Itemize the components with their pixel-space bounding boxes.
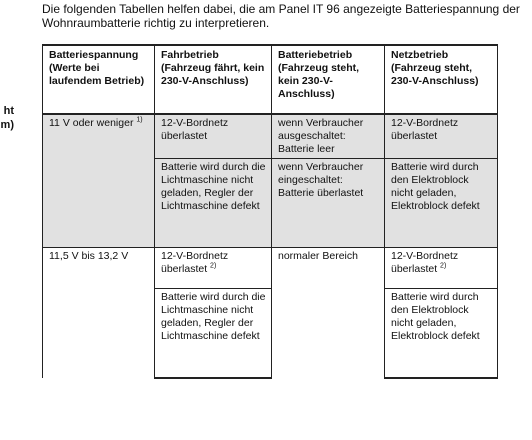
- fahr-cell: 12-V-Bordnetz überlastet: [155, 114, 272, 159]
- fahr-cell: Batterie wird durch die Lichtmaschine nicht geladen, Regler der Lichtmaschine defekt: [155, 289, 272, 379]
- fahr-cell: 12-V-Bordnetz überlastet $^{2)}$: [155, 248, 272, 289]
- netz-cell: 12-V-Bordnetz überlastet $^{2)}$: [385, 248, 498, 289]
- voltage-cell: 11 V oder weniger $^{1)}$: [43, 114, 155, 248]
- margin-fragment: ht m): [0, 105, 14, 131]
- intro-paragraph: Die folgenden Tabellen helfen dabei, die am Panel IT 96 angezeigte Batteriespannung der Wohnraumbatterie richtig zu interpretieren.: [42, 2, 520, 30]
- batt-cell: wenn Verbraucher eingeschaltet: Batterie überlastet: [272, 159, 385, 248]
- header-batteriebetrieb: Batteriebetrieb (Fahrzeug steht, kein 230-V-Anschluss): [272, 45, 385, 114]
- header-voltage: Batteriespannung (Werte bei laufendem Betrieb): [43, 45, 155, 114]
- netz-cell: 12-V-Bordnetz überlastet: [385, 114, 498, 159]
- voltage-cell: 11,5 V bis 13,2 V: [43, 248, 155, 379]
- batt-cell: normaler Bereich: [272, 248, 385, 379]
- header-fahrbetrieb: Fahrbetrieb (Fahrzeug fährt, kein 230-V-Anschluss): [155, 45, 272, 114]
- netz-cell: Batterie wird durch den Elektroblock nicht geladen, Elektroblock defekt: [385, 289, 498, 379]
- netz-cell: Batterie wird durch den Elektroblock nicht geladen, Elektroblock defekt: [385, 159, 498, 248]
- battery-voltage-table: [42, 44, 498, 379]
- fahr-cell: Batterie wird durch die Lichtmaschine nicht geladen, Regler der Lichtmaschine defekt: [155, 159, 272, 248]
- table-row: [43, 114, 498, 159]
- header-netzbetrieb: Netzbetrieb (Fahrzeug steht, 230-V-Anschluss): [385, 45, 498, 114]
- table-row: [43, 248, 498, 289]
- table-header-row: [43, 45, 498, 114]
- batt-cell: wenn Verbraucher ausgeschaltet: Batterie leer: [272, 114, 385, 159]
